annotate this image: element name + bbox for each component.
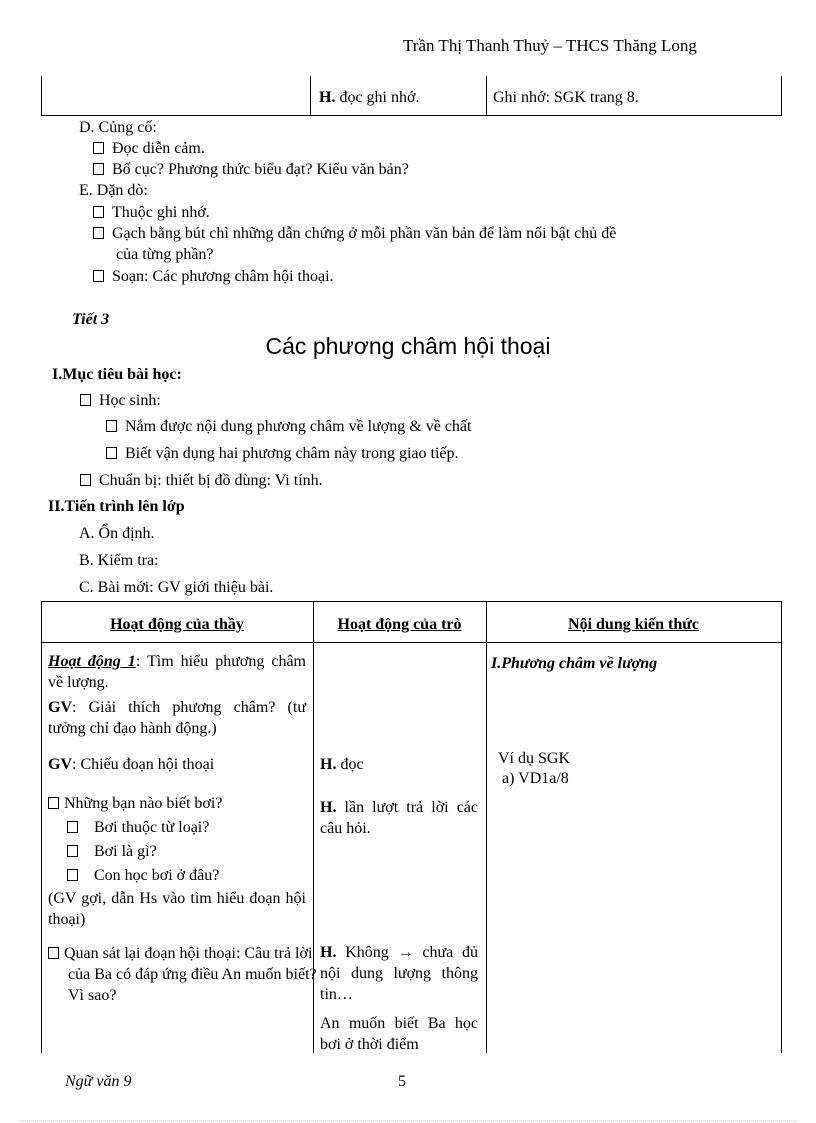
list-item: Biết vận dụng hai phương châm này trong giao tiếp.	[106, 445, 459, 463]
checkbox-bullet-icon	[48, 947, 59, 959]
list-item: Nắm được nội dung phương châm về lượng & về chất	[106, 418, 471, 436]
checkbox-bullet-icon	[93, 206, 104, 218]
gv-note-1: GV: Giải thích phương châm? (tư tưởng chỉ đạo hành động.)	[48, 699, 306, 737]
dan-do-heading: E. Dặn dò:	[79, 182, 148, 199]
tro-3: H. Không → chưa đủ nội dung lượng thông tin…	[320, 944, 478, 1003]
question-note: (GV gợi, dẫn Hs vào tìm hiểu đoạn hội thoại)	[48, 890, 306, 928]
list-item-continuation: của từng phần?	[116, 246, 214, 263]
tiet-label: Tiết 3	[72, 311, 110, 328]
page-divider	[20, 1120, 796, 1121]
list-item: B. Kiểm tra:	[79, 552, 159, 569]
lesson-title: Các phương châm hội thoại	[265, 333, 551, 359]
question-sub: Bơi là gì?	[67, 841, 157, 862]
checkbox-bullet-icon	[93, 142, 104, 154]
list-item: Soạn: Các phương châm hội thoại.	[93, 268, 334, 286]
checkbox-bullet-icon	[93, 270, 104, 282]
page-header-author: Trần Thị Thanh Thuỷ – THCS Thăng Long	[403, 36, 697, 55]
list-item: Gạch bằng bút chì những dẫn chứng ở mỗi phần văn bản để làm nổi bật chủ đề	[93, 225, 616, 243]
checkbox-bullet-icon	[106, 447, 117, 459]
footer-subject: Ngữ văn 9	[65, 1073, 132, 1090]
nd-example: Ví dụ SGK	[498, 750, 571, 767]
question-sub: Bơi thuộc từ loại?	[67, 817, 209, 838]
checkbox-bullet-icon	[93, 227, 104, 239]
hoat-dong-1: Hoạt động 1: Tìm hiểu phương châm về lượng.	[48, 653, 306, 691]
question-main: Những bạn nào biết bơi?	[48, 793, 306, 814]
question-2: Quan sát lại đoạn hội thoại: Câu trả lời của Ba có đáp ứng điều An muốn biết? Vì sao?	[48, 943, 326, 1006]
checkbox-bullet-icon	[80, 474, 91, 486]
list-item: Bố cục? Phương thức biểu đạt? Kiểu văn bản?	[93, 161, 409, 179]
tro-1: H. đọc	[320, 756, 364, 773]
list-item: Chuẩn bị: thiết bị đồ dùng: Vi tính.	[80, 472, 323, 490]
top-table-col3: Ghi nhớ: SGK trang 8.	[493, 89, 639, 106]
tien-trinh-heading: II.Tiến trình lên lớp	[48, 498, 185, 515]
muc-tieu-heading: I.Mục tiêu bài học:	[52, 366, 182, 383]
nd-example-a: a) VD1a/8	[502, 770, 569, 787]
checkbox-bullet-icon	[106, 420, 117, 432]
page-number: 5	[398, 1073, 406, 1090]
list-item: A. Ổn định.	[79, 525, 155, 542]
checkbox-bullet-icon	[48, 797, 59, 809]
tro-2: H. lần lượt trả lời các câu hỏi.	[320, 799, 478, 837]
nd-heading: I.Phương châm về lượng	[491, 655, 658, 672]
gv-note-2: GV: Chiếu đoạn hội thoại	[48, 756, 215, 773]
list-item: Thuộc ghi nhớ.	[93, 204, 210, 222]
list-item: C. Bài mới: GV giới thiệu bài.	[79, 579, 274, 596]
list-item: Học sinh:	[80, 392, 161, 410]
checkbox-bullet-icon	[80, 394, 91, 406]
table-header-student: Hoạt động của trò	[337, 616, 462, 633]
checkbox-bullet-icon	[67, 869, 78, 881]
checkbox-bullet-icon	[67, 845, 78, 857]
list-item: Đọc diễn cảm.	[93, 140, 205, 158]
table-header-content: Nội dung kiến thức	[568, 616, 699, 633]
checkbox-bullet-icon	[93, 163, 104, 175]
cung-co-heading: D. Củng cố:	[79, 119, 157, 136]
top-table-col2: H. đọc ghi nhớ.	[319, 89, 420, 106]
question-sub: Con học bơi ở đâu?	[67, 865, 219, 886]
checkbox-bullet-icon	[67, 821, 78, 833]
table-header-teacher: Hoạt động của thầy	[110, 616, 244, 633]
tro-4: An muốn biết Ba học bơi ở thời điểm	[320, 1015, 478, 1053]
